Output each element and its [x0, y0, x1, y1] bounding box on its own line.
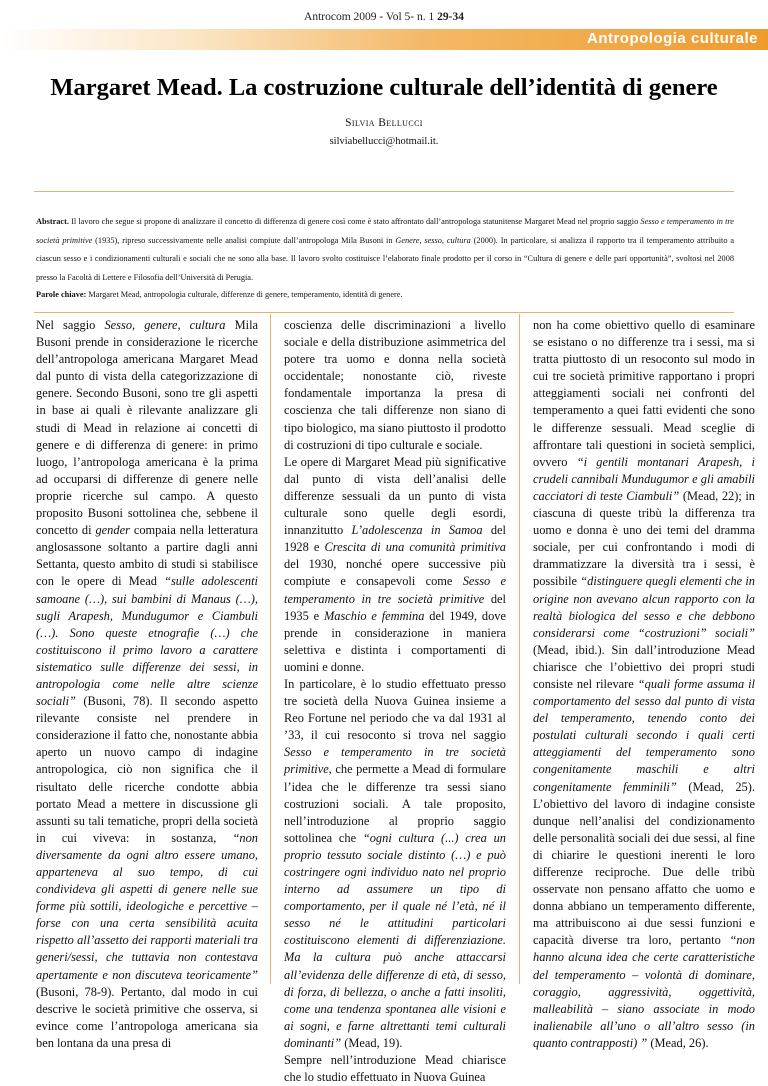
journal-citation: Antrocom 2009 - Vol 5- n. 1: [304, 11, 435, 23]
article-title: Margaret Mead. La costruzione culturale dell’identità di genere: [50, 74, 718, 101]
column-divider: [270, 314, 271, 984]
author-name: Silvia Bellucci: [345, 117, 423, 129]
running-header: [0, 11, 768, 23]
abstract: Abstract. Il lavoro che segue si propone di analizzare il concetto di differenza di genere così come è stato affrontato dall’antropologa statunitense Margaret Mead nel proprio saggio Sesso e temperamento in tre società primitive (1935), ripreso successivamente nelle analisi compiute dall’antropologa Mila Busoni in Genere, sesso, cultura (2000). In particolare, si analizza il rapporto tra il temperamento attribuito a ciascun sesso e i condizionamenti culturali e sociali che ne sono alla base. Il lavoro svolto costituisce l’elaborato finale prodotto per il corso in “Cultura di genere e delle pari opportunità”, svoltosi nel 2008 presso la Facoltà di Lettere e Filosofia dell’Università di Perugia.: [36, 217, 735, 282]
paragraph: coscienza delle discriminazioni a livello sociale e della distribuzione asimmetrica del potere tra uomo e donna nella società occidentale; nonostante ciò, riveste fondamentale importanza la presa di coscienza che tali differenze non siano di tipo biologico, ma siano piuttosto il prodotto di costruzioni di tipo culturale e sociale.: [284, 318, 506, 452]
body-column-2: [284, 317, 506, 1086]
author-email: silviabellucci@hotmail.it.: [329, 136, 439, 147]
section-label: Antropologia culturale: [586, 30, 758, 47]
paragraph: Le opere di Margaret Mead più significative dal punto di vista dell’analisi delle differenze sessuali da un punto di vista culturale sono quelle degli esordi, innanzitutto L’adolescenza in Samoa del 1928 e Crescita di una comunità primitiva del 1930, nonché opere successive più compiute e consapevoli come Sesso e temperamento in tre società primitive del 1935 e Maschio e femmina del 1949, dove prende in considerazione in maniera selettiva e distinta i comportamenti di uomini e donne.: [284, 454, 506, 674]
divider-bottom: [34, 312, 734, 313]
body-column-3: [533, 317, 755, 1052]
abstract-label: Abstract.: [36, 217, 69, 226]
column-divider: [519, 314, 520, 984]
divider-top: [34, 191, 734, 192]
keywords: Parole chiave: Margaret Mead, antropologia culturale, differenze di genere, temperamento, identità di genere.: [36, 290, 403, 299]
paragraph: Nel saggio Sesso, genere, cultura Mila Busoni prende in considerazione le ricerche dell’antropologa americana Margaret Mead dal punto di vista della categorizzazione di genere. Secondo Busoni, sono tre gli aspetti in base ai quali è rilevante analizzare gli studi di Mead in relazione ai concetti di genere e di differenza di genere: in primo luogo, l’antropologa americana è la prima ad occuparsi di differenze di genere nelle proprie ricerche sul campo. A questo proposito Busoni sottolinea che, sebbene il concetto di gender compaia nella letteratura anglosassone soltanto a partire dagli anni Settanta, questo ambito di studi si stabilisce con le opere di Mead “sulle adolescenti samoane (…), sui bambini di Manaus (…), sugli Arapesh, Mundugumor e Ciambuli (…). Sono queste etnografie (…) che costituiscono il primo lavoro a carattere sistematico sulle differenze dei sessi, in antropologia come nelle altre scienze sociali” (Busoni, 78). Il secondo aspetto rilevante consiste nel prendere in considerazione il fatto che, nonostante abbia aperto un nuovo campo di indagine antropologica, ciò non significa che il risultato delle ricerche condotte abbia portato Mead a mettere in discussione gli assunti su tali tematiche, propri della società in cui viveva: in sostanza, “non diversamente da ogni altro essere umano, apparteneva al suo tempo, di cui condivideva gli aspetti di genere nelle sue forme più sottili, ideologiche e percettive – forse con una certa sensibilità acuita rispetto all’assetto dei rapporti materiali tra generi/sessi, che tuttavia non contestava apertamente e non discuteva teoricamente” (Busoni, 78-9). Pertanto, dal modo in cui descrive le società primitive che osserva, si evince come l’antropologa americana sia ben lontana da una presa di: [36, 318, 259, 1050]
paragraph: Sempre nell’introduzione Mead chiarisce che lo studio effettuato in Nuova Guinea: [284, 1053, 506, 1085]
paragraph: non ha come obiettivo quello di esaminare se esistano o no differenze tra i sessi, ma si tratta piuttosto di un resoconto sul modo in cui tre società primitive rapportano i propri atteggiamenti sociali nei confronti del temperamento a quei fatti evidenti che sono le differenze sessuali. Mead sceglie di affrontare tali questioni in società semplici, ovvero “i gentili montanari Arapesh, i crudeli cannibali Mundugumor e gli amabili cacciatori di teste Ciambuli” (Mead, 22); in ciascuna di queste tribù la differenza tra uomo e donna è uno dei temi del dramma sociale, per cui confrontando i modi di drammatizzare la diversità tra i sessi, è possibile “distinguere quegli elementi che in origine non avevano alcun rapporto con la realtà biologica del sesso e che debbono considerarsi come “costruzioni” sociali” (Mead, ibid.). Sin dall’introduzione Mead chiarisce che l’obiettivo dei propri studi consiste nel rilevare “quali forme assuma il comportamento del sesso dal punto di vista del temperamento, tenendo conto dei postulati culturali secondo i quali certi atteggiamenti del temperamento sono congenitamente maschili e altri congenitamente femminili” (Mead, 25). L’obiettivo del lavoro di indagine consiste dunque nell’analisi del condizionamento delle personalità sociali dei due sessi, al fine di chiarire le questioni inerenti le loro differenze reciproche. Due delle tribù osservate non pensano affatto che uomo e donna abbiano un temperamento differente, ma attribuiscono ai due sessi funzioni e capacità diverse tra loro, pertanto “non hanno alcuna idea che certe caratteristiche del temperamento – volontà di dominare, coraggio, aggressività, oggettività, malleabilità – siano associate in modo inalienabile all’uno o all’altro sesso (in quanto contrapposti) ” (Mead, 26).: [533, 318, 755, 1050]
section-banner: [0, 29, 768, 50]
paragraph: In particolare, è lo studio effettuato presso tre società della Nuova Guinea insieme a Reo Fortune nel periodo che va dal 1931 al ’33, il cui resoconto si trova nel saggio Sesso e temperamento in tre società primitive, che permette a Mead di formulare l’idea che le differenze tra sessi siano costruzioni sociali. A tale proposito, nell’introduzione al proprio saggio sottolinea che “ogni cultura (...) crea un proprio tessuto sociale distinto (…) e può costringere ogni individuo nato nel proprio interno ad assumere un tipo di comportamento, per il quale né l’età, né il sesso né le attitudini particolari costituiscono elementi di differenziazione. Ma la cultura può anche attaccarsi all’evidenza delle differenze di età, di sesso, di forza, di bellezza, o anche a fatti insoliti, come una tendenza spontanea alle visioni e ai sogni, e farne altrettanti temi culturali dominanti” (Mead, 19).: [284, 676, 506, 1050]
keywords-label: Parole chiave:: [36, 290, 87, 299]
body-column-1: [36, 317, 258, 1052]
page-range: 29-34: [437, 11, 464, 23]
